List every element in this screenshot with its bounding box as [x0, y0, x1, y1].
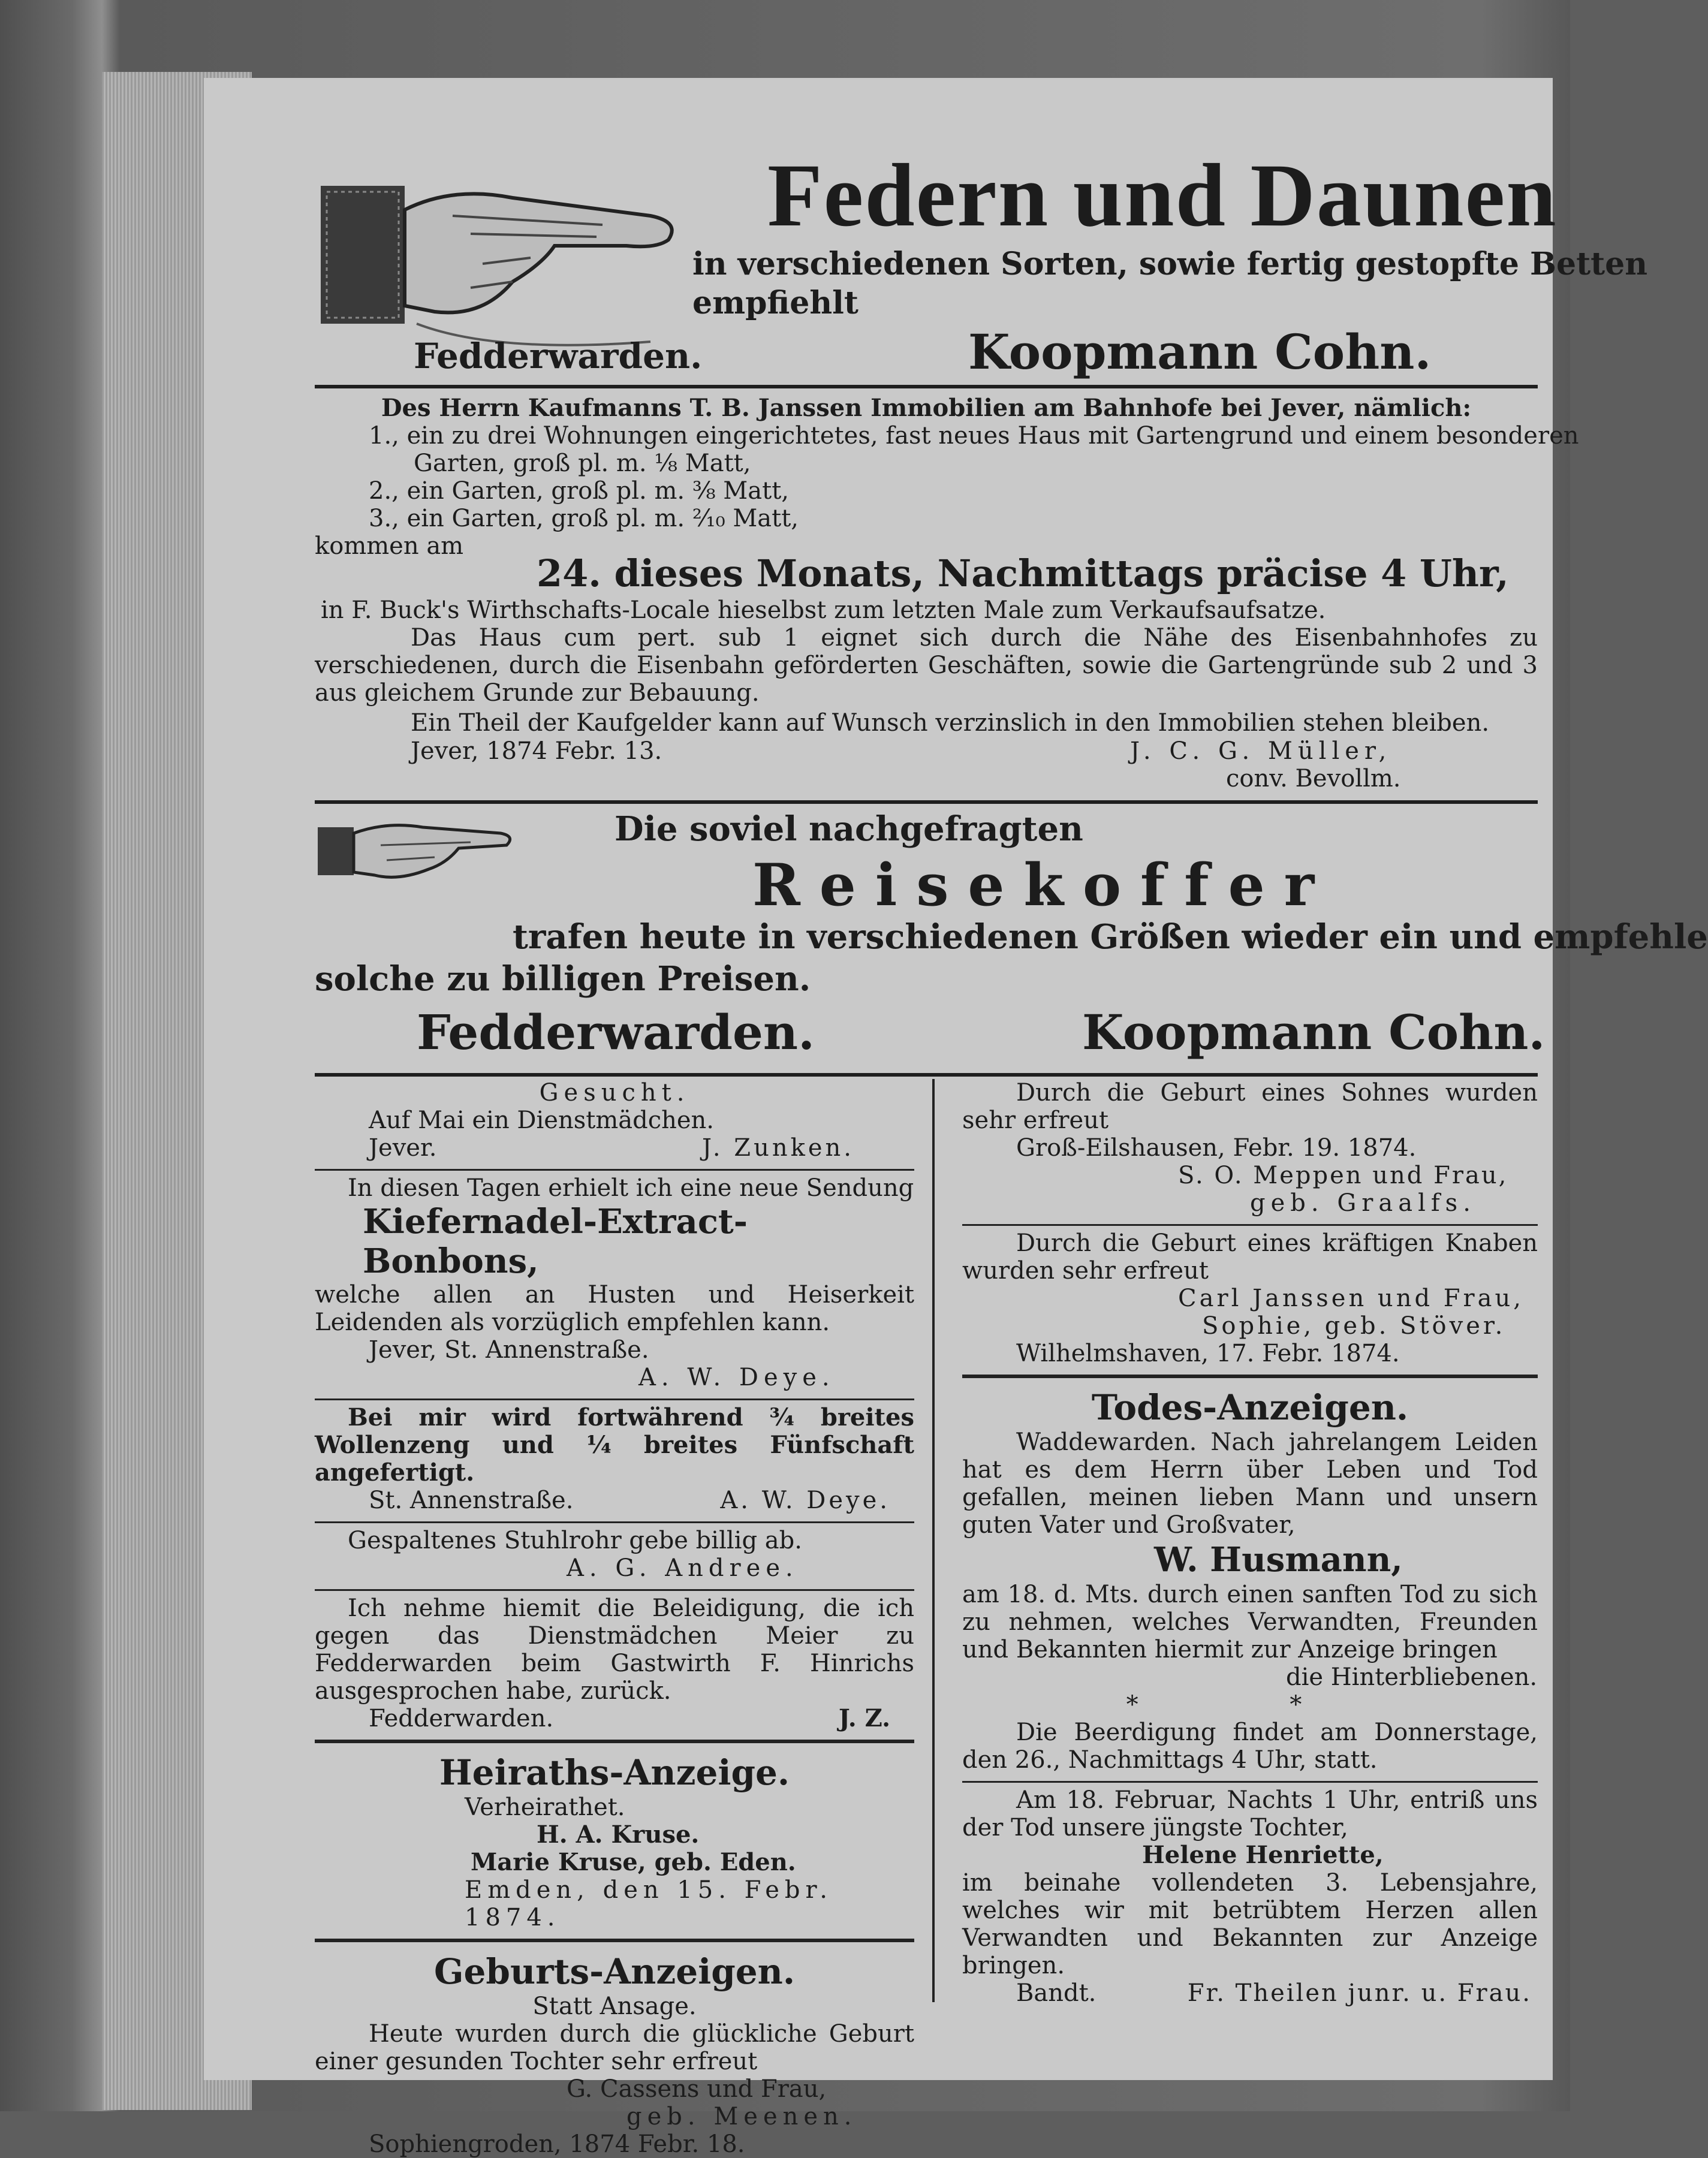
- right-column: [962, 1079, 1538, 2007]
- todes-text: Waddewarden. Nach jahrelangem Leiden hat es dem Herrn über Leben und Tod gefallen, meinen lieben Mann und unsern guten Vater und Großvater,: [962, 1428, 1538, 1539]
- wollen-text: Bei mir wird fortwährend ¾ breites Wollenzeng und ¼ breites Fünfschaft angefertigt.: [315, 1403, 914, 1487]
- federn-firm: Koopmann Cohn.: [968, 324, 1432, 380]
- beleid-place: Fedderwarden.: [369, 1705, 554, 1732]
- knabe-place: Wilhelmshaven, 17. Febr. 1874.: [1016, 1340, 1400, 1367]
- sohn-text: Durch die Geburt eines Sohnes wurden sehr erfreut: [962, 1079, 1538, 1134]
- stuhl-name: A. G. Andree.: [567, 1554, 799, 1582]
- heirath-l3: Marie Kruse, geb. Eden.: [471, 1848, 796, 1876]
- stuhl-text: Gespaltenes Stuhlrohr gebe billig ab.: [348, 1527, 802, 1554]
- sohn-place: Groß-Eilshausen, Febr. 19. 1874.: [1016, 1134, 1417, 1162]
- immo-item1a: 1., ein zu drei Wohnungen eingerichtetes, fast neues Haus mit Gartengrund und einem besonderen: [369, 422, 1579, 450]
- heirath-title: Heiraths-Anzeige.: [439, 1752, 790, 1793]
- divider: [315, 1589, 914, 1591]
- geburt-text: Heute wurden durch die glückliche Geburt einer gesunden Tochter sehr erfreut: [315, 2020, 914, 2075]
- helene-name: Helene Henriette,: [1142, 1841, 1384, 1869]
- geburt-sub: Statt Ansage.: [532, 1993, 697, 2020]
- todes-stars: * *: [1126, 1691, 1374, 1719]
- helene-signature: [962, 1979, 1538, 2007]
- beleid-name: J. Z.: [838, 1704, 890, 1732]
- knabe-name2: Sophie, geb. Stöver.: [1202, 1312, 1506, 1340]
- bonbons-title: Kiefernadel-Extract-Bonbons,: [363, 1202, 748, 1281]
- immo-item1b: Garten, groß pl. m. ⅛ Matt,: [414, 450, 751, 477]
- immo-kommen: kommen am: [315, 532, 464, 560]
- immo-signer-title: conv. Bevollm.: [1226, 765, 1401, 792]
- geburt-name2: geb. Meenen.: [626, 2103, 857, 2130]
- knabe-text: Durch die Geburt eines kräftigen Knaben wurden sehr erfreut: [962, 1229, 1538, 1285]
- gesucht-signature: [315, 1134, 914, 1162]
- divider: [962, 1781, 1538, 1783]
- wollen-signature: [315, 1487, 914, 1514]
- left-column: [315, 1079, 914, 2158]
- immo-locale-line: in F. Buck's Wirthschafts-Locale hieselbst zum letzten Male zum Verkaufsaufsatze.: [321, 596, 1326, 624]
- gesucht-place: Jever.: [369, 1134, 437, 1162]
- heirath-l2: H. A. Kruse.: [537, 1821, 700, 1849]
- geburt-name1: G. Cassens und Frau,: [567, 2075, 827, 2103]
- column-divider: [932, 1079, 935, 2002]
- federn-line1: in verschiedenen Sorten, sowie fertig gestopfte Betten: [692, 246, 1648, 282]
- divider: [315, 1740, 914, 1743]
- immo-para1: Das Haus cum pert. sub 1 eignet sich durch die Nähe des Eisenbahnhofes zu verschiedenen, durch die Eisenbahn geförderten Geschäften, sowie die Gartengründe sub 2 und 3 aus gleichem Grunde zur Bebauung.: [315, 624, 1538, 707]
- divider: [315, 1939, 914, 1942]
- immo-date-line: 24. dieses Monats, Nachmittags präcise 4 Uhr,: [537, 551, 1509, 595]
- divider: [315, 1073, 1538, 1077]
- immo-para2: Ein Theil der Kaufgelder kann auf Wunsch verzinslich in den Immobilien stehen bleiben.: [411, 709, 1490, 737]
- helene-sign: Fr. Theilen junr. u. Frau.: [1187, 1979, 1532, 2007]
- helene-text2: im beinahe vollendeten 3. Lebensjahre, welches wir mit betrübtem Herzen allen Verwandten und Bekannten zur Anzeige bringen.: [962, 1869, 1538, 1979]
- todes-title: Todes-Anzeigen.: [1091, 1387, 1409, 1428]
- bonbons-intro: In diesen Tagen erhielt ich eine neue Sendung: [348, 1174, 914, 1202]
- heirath-l1: Verheirathet.: [465, 1794, 625, 1821]
- wollen-name: A. W. Deye.: [720, 1487, 890, 1514]
- sohn-name1: S. O. Meppen und Frau,: [1178, 1162, 1508, 1189]
- beleid-text: Ich nehme hiemit die Beleidigung, die ich gegen das Dienstmädchen Meier zu Fedderwarden beim Gastwirth F. Hinrichs ausgesprochen habe, zurück.: [315, 1595, 914, 1705]
- federn-place: Fedderwarden.: [414, 336, 703, 376]
- sohn-name2: geb. Graalfs.: [1250, 1189, 1476, 1217]
- bonbons-text: welche allen an Husten und Heiserkeit Leidenden als vorzüglich empfehlen kann.: [315, 1281, 914, 1336]
- koffer-headline: Reisekoffer: [752, 851, 1334, 919]
- bonbons-place: Jever, St. Annenstraße.: [369, 1336, 649, 1364]
- immo-signer: J. C. G. Müller,: [1130, 737, 1392, 765]
- gesucht-name: J. Zunken.: [701, 1134, 854, 1162]
- page-content: [315, 126, 1708, 2158]
- federn-line2: empfiehlt: [692, 285, 858, 321]
- knabe-name1: Carl Janssen und Frau,: [1178, 1285, 1524, 1312]
- helene-place: Bandt.: [1016, 1979, 1097, 2007]
- immo-item2: 2., ein Garten, groß pl. m. ⅜ Matt,: [369, 477, 789, 505]
- divider: [315, 1169, 914, 1171]
- koffer-line3: solche zu billigen Preisen.: [315, 959, 811, 999]
- gesucht-text: Auf Mai ein Dienstmädchen.: [369, 1107, 715, 1134]
- heirath-l4: Emden, den 15. Febr. 1874.: [465, 1876, 833, 1931]
- divider: [315, 1521, 914, 1523]
- beerdigung-text: Die Beerdigung findet am Donnerstage, den 26., Nachmittags 4 Uhr, statt.: [962, 1719, 1538, 1774]
- divider: [962, 1375, 1538, 1378]
- koffer-place: Fedderwarden.: [417, 1004, 815, 1060]
- koffer-line1: Die soviel nachgefragten: [614, 809, 1083, 849]
- todes-text2: am 18. d. Mts. durch einen sanften Tod zu sich zu nehmen, welches Verwandten, Freunden und Bekannten hiermit zur Anzeige bringen: [962, 1581, 1538, 1663]
- koffer-line2: trafen heute in verschiedenen Größen wieder ein und empfehle: [513, 917, 1708, 957]
- geburt-title: Geburts-Anzeigen.: [433, 1951, 796, 1992]
- pointing-hand-icon: [315, 809, 519, 887]
- divider: [315, 1399, 914, 1400]
- wollen-place: St. Annenstraße.: [369, 1487, 574, 1514]
- divider: [962, 1224, 1538, 1226]
- beleid-signature: [315, 1705, 914, 1732]
- todes-name: W. Husmann,: [1154, 1540, 1403, 1580]
- divider: [315, 800, 1538, 804]
- immo-intro: Des Herrn Kaufmanns T. B. Janssen Immobilien am Bahnhofe bei Jever, nämlich:: [381, 394, 1472, 422]
- immo-dateline: Jever, 1874 Febr. 13.: [411, 737, 662, 765]
- federn-headline: Federn und Daunen: [767, 146, 1558, 245]
- helene-text: Am 18. Februar, Nachts 1 Uhr, entriß uns der Tod unsere jüngste Tochter,: [962, 1786, 1538, 1841]
- geburt-place: Sophiengroden, 1874 Febr. 18.: [369, 2130, 745, 2158]
- todes-sign: die Hinterbliebenen.: [1286, 1663, 1538, 1691]
- bonbons-name: A. W. Deye.: [638, 1364, 835, 1391]
- divider: [315, 385, 1538, 388]
- koffer-firm: Koopmann Cohn.: [1082, 1004, 1546, 1060]
- immo-item3: 3., ein Garten, groß pl. m. ²⁄₁₀ Matt,: [369, 505, 799, 532]
- gesucht-title: Gesucht.: [539, 1079, 690, 1107]
